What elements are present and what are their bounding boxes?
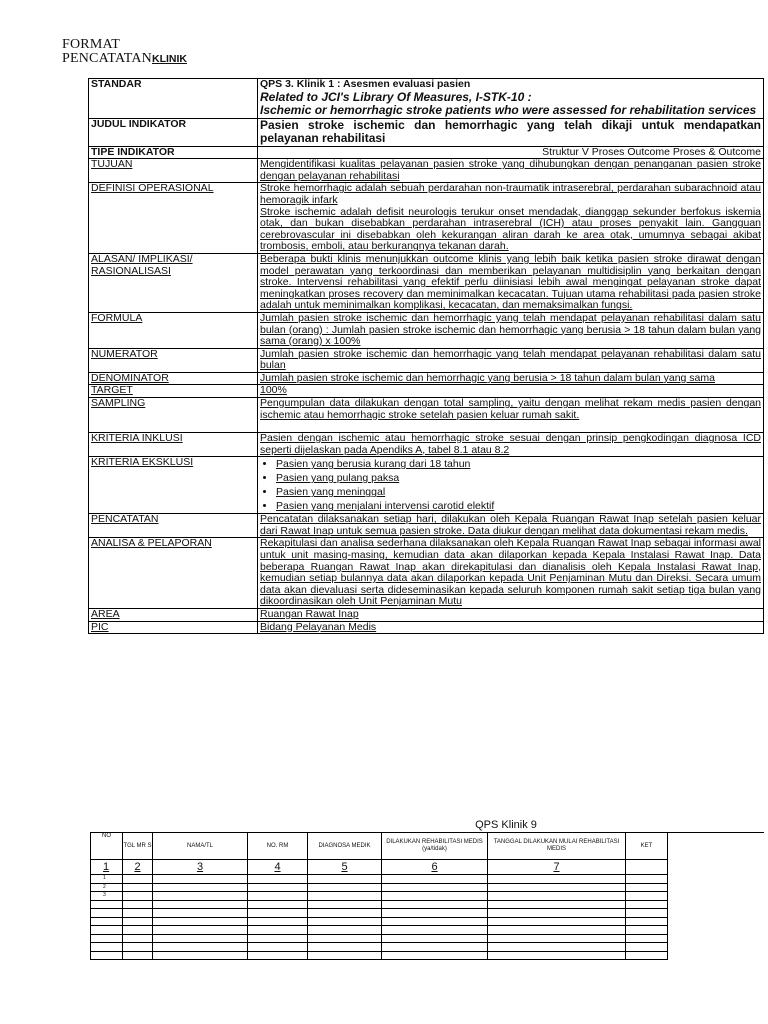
value-analisa: Rekapitulasi dan analisa sederhana dilaksanakan oleh Kepala Ruangan Rawat Inap sebagai informasi awal untuk unit masing-masing, kemudian data akan dilaporkan kepada Kepala Instalasi Rawat Inap. Data beberapa Ruangan Rawat Inap akan direkapitulasi dan dianalisis oleh Kepala Instalasi Rawat Inap, kemudian setiap bulannya data akan dilaporkan kepada Unit Penjaminan Mutu dan Direksi. Secara umum data akan dievaluasi serta dideseminasikan kepada seluruh komponen rumah sakit setiap tiga bulan yang dikoordinasikan oleh Unit Penjaminan Mutu <box>258 538 764 609</box>
table-cell <box>382 934 488 943</box>
table-cell <box>123 875 153 884</box>
row-number-cell: 2 <box>91 883 123 892</box>
table-cell <box>488 892 626 901</box>
row-standar <box>89 79 764 119</box>
table-cell <box>308 926 382 935</box>
header-nama: NAMA/TL <box>153 833 248 860</box>
header-tanggal: TANGGAL DILAKUKAN MULAI REHABILITASI MEDIS <box>488 833 626 860</box>
form-number-row <box>91 860 668 875</box>
label-formula: FORMULA <box>89 312 258 348</box>
value-inklusi: Pasien dengan ischemic atau hemorrhagic stroke sesuai dengan prinsip pengkodingan diagnosa ICD seperti dijelaskan pada Apendiks A, tabel 8.1 atau 8.2 <box>258 433 764 457</box>
table-cell <box>308 917 382 926</box>
table-cell <box>308 909 382 918</box>
table-cell <box>626 909 668 918</box>
table-row <box>91 951 668 960</box>
table-cell <box>248 926 308 935</box>
row-target <box>89 385 764 398</box>
label-sampling: SAMPLING <box>89 398 258 433</box>
value-denominator: Jumlah pasien stroke ischemic dan hemorrhagic yang berusia > 18 tahun dalam bulan yang sama <box>258 372 764 385</box>
label-analisa: ANALISA & PELAPORAN <box>89 538 258 609</box>
label-target: TARGET <box>89 385 258 398</box>
eksklusi-list <box>260 457 761 513</box>
row-sampling <box>89 398 764 433</box>
row-inklusi <box>89 433 764 457</box>
label-judul: JUDUL INDIKATOR <box>89 118 258 146</box>
table-cell <box>153 875 248 884</box>
value-pencatatan: Pencatatan dilaksanakan setiap hari, dilakukan oleh Kepala Ruangan Rawat Inap setelah pasien keluar dari Rawat Inap untuk semua pasien stroke. Data diukur dengan melihat data dokumentasi rekam medis. <box>258 514 764 538</box>
row-analisa <box>89 538 764 609</box>
table-cell <box>248 892 308 901</box>
value-area: Ruangan Rawat Inap <box>258 609 764 622</box>
table-cell <box>153 951 248 960</box>
table-cell <box>626 917 668 926</box>
col-number: 1 <box>91 860 123 875</box>
row-number-cell: 1 <box>91 875 123 884</box>
col-number: 4 <box>248 860 308 875</box>
row-alasan <box>89 253 764 312</box>
table-cell <box>123 934 153 943</box>
header-no: NO <box>91 833 123 860</box>
title-line-1: FORMAT <box>62 37 120 52</box>
row-number-cell <box>91 934 123 943</box>
row-pencatatan <box>89 514 764 538</box>
header-dilakukan: DILAKUKAN REHABILITASI MEDIS (ya/tidak) <box>382 833 488 860</box>
table-row <box>91 943 668 952</box>
row-judul <box>89 118 764 146</box>
col-number: 3 <box>153 860 248 875</box>
table-cell <box>308 900 382 909</box>
table-cell <box>153 943 248 952</box>
table-cell <box>153 917 248 926</box>
row-number-cell <box>91 943 123 952</box>
table-cell <box>626 943 668 952</box>
table-cell <box>488 909 626 918</box>
table-cell <box>248 934 308 943</box>
table-cell <box>382 943 488 952</box>
label-eksklusi: KRITERIA EKSKLUSI <box>89 457 258 514</box>
col-number: 2 <box>123 860 153 875</box>
table-cell <box>382 892 488 901</box>
table-cell <box>123 900 153 909</box>
table-cell <box>248 875 308 884</box>
table-cell <box>488 883 626 892</box>
value-eksklusi <box>258 457 764 514</box>
label-numerator: NUMERATOR <box>89 348 258 372</box>
definisi-ischemic: Stroke ischemic adalah defisit neurologis terukur onset mendadak, dianggap sekunder berfokus iskemia otak, dan bukan disebabkan perdarahan intraserebral (ICH) atau proses penyakit lain. Gangguan cerebrovascular ini disebabkan oleh kekurangan aliran darah ke area otak, umumnya sebagai akibat trombosis, emboli, atau berkurangnya tekanan darah. <box>260 205 761 253</box>
table-row <box>91 909 668 918</box>
standar-line-1: QPS 3. Klinik 1 : Asesmen evaluasi pasien <box>260 78 471 90</box>
table-row <box>91 875 668 884</box>
title-sub: KLINIK <box>152 53 187 65</box>
table-cell <box>153 934 248 943</box>
list-item: • Pasien yang berusia kurang dari 18 tahun <box>276 457 761 471</box>
header-diagnosa: DIAGNOSA MEDIK <box>308 833 382 860</box>
table-cell <box>248 917 308 926</box>
table-cell <box>626 875 668 884</box>
label-pic: PIC <box>89 621 258 634</box>
table-cell <box>123 951 153 960</box>
label-tipe: TIPE INDIKATOR <box>89 146 258 159</box>
table-cell <box>488 875 626 884</box>
table-cell <box>382 909 488 918</box>
table-cell <box>382 900 488 909</box>
list-item: • Pasien yang menjalani intervensi carotid elektif <box>276 499 761 513</box>
col-number <box>626 860 668 875</box>
label-denominator: DENOMINATOR <box>89 372 258 385</box>
table-cell <box>382 926 488 935</box>
table-cell <box>308 934 382 943</box>
table-cell <box>248 900 308 909</box>
table-cell <box>626 883 668 892</box>
row-number-cell <box>91 951 123 960</box>
table-cell <box>123 909 153 918</box>
table-cell <box>248 943 308 952</box>
table-row <box>91 917 668 926</box>
table-cell <box>308 883 382 892</box>
value-sampling: Pengumpulan data dilakukan dengan total sampling, yaitu dengan melihat rekam medis pasien dengan ischemic atau hemorrhagic stroke setelah pasien keluar rumah sakit. <box>258 398 764 433</box>
table-cell <box>248 909 308 918</box>
value-judul: Pasien stroke ischemic dan hemorrhagic yang telah dikaji untuk mendapatkan pelayanan rehabilitasi <box>258 118 764 146</box>
row-definisi <box>89 183 764 254</box>
table-cell <box>123 892 153 901</box>
row-numerator <box>89 348 764 372</box>
value-standar <box>258 79 764 119</box>
list-item: • Pasien yang pulang paksa <box>276 471 761 485</box>
row-number-cell <box>91 926 123 935</box>
standar-line-3: Ischemic or hemorrhagic stroke patients who were assessed for rehabilitation services <box>260 103 757 118</box>
table-row <box>91 892 668 901</box>
table-cell <box>248 883 308 892</box>
table-cell <box>123 926 153 935</box>
col-number: 6 <box>382 860 488 875</box>
col-number: 7 <box>488 860 626 875</box>
value-numerator: Jumlah pasien stroke ischemic dan hemorrhagic yang telah mendapat pelayanan rehabilitasi dalam satu bulan <box>258 348 764 372</box>
header-no-rm: NO. RM <box>248 833 308 860</box>
label-pencatatan: PENCATATAN <box>89 514 258 538</box>
header-ket: KET <box>626 833 668 860</box>
definisi-hemorrhagic: Stroke hemorrhagic adalah sebuah perdarahan non-traumatik intraserebral, perdarahan subarachnoid atau hemoragik infark <box>260 182 761 206</box>
row-eksklusi <box>89 457 764 514</box>
value-pic: Bidang Pelayanan Medis <box>258 621 764 634</box>
table-cell <box>153 926 248 935</box>
table-cell <box>308 875 382 884</box>
row-tujuan <box>89 159 764 183</box>
list-item: • Pasien yang meninggal <box>276 485 761 499</box>
table-cell <box>153 892 248 901</box>
label-alasan: ALASAN/ IMPLIKASI/ RASIONALISASI <box>89 253 258 312</box>
table-cell <box>626 892 668 901</box>
header-tgl: TGL MR S <box>123 833 153 860</box>
form-header-row <box>91 833 668 860</box>
table-row <box>91 926 668 935</box>
table-cell <box>488 943 626 952</box>
indicator-table <box>88 78 764 634</box>
table-cell <box>488 900 626 909</box>
table-cell <box>153 900 248 909</box>
row-pic <box>89 621 764 634</box>
row-tipe <box>89 146 764 159</box>
row-number-cell: 3 <box>91 892 123 901</box>
value-target: 100% <box>258 385 764 398</box>
title-line-2: PENCATATAN <box>62 51 152 66</box>
standar-line-2: Related to JCI's Library Of Measures, I-STK-10 : <box>260 89 532 104</box>
document-title <box>62 38 187 66</box>
table-cell <box>382 917 488 926</box>
label-definisi: DEFINISI OPERASIONAL <box>89 183 258 254</box>
table-cell <box>308 943 382 952</box>
form-title: QPS Klinik 9 <box>248 818 764 833</box>
table-cell <box>248 951 308 960</box>
table-cell <box>488 951 626 960</box>
table-cell <box>308 951 382 960</box>
table-cell <box>626 951 668 960</box>
label-area: AREA <box>89 609 258 622</box>
table-cell <box>153 883 248 892</box>
table-row <box>91 900 668 909</box>
row-formula <box>89 312 764 348</box>
table-cell <box>123 917 153 926</box>
value-formula: Jumlah pasien stroke ischemic dan hemorrhagic yang telah mendapat pelayanan rehabilitasi dalam satu bulan (orang) : Jumlah pasien stroke ischemic dan hemorrhagic yang berusia > 18 tahun dalam bulan yang sama (orang) x 100% <box>258 312 764 348</box>
row-number-cell <box>91 909 123 918</box>
value-definisi <box>258 183 764 254</box>
table-cell <box>123 883 153 892</box>
label-standar: STANDAR <box>89 79 258 119</box>
table-cell <box>153 909 248 918</box>
table-row <box>91 883 668 892</box>
table-cell <box>382 883 488 892</box>
label-tujuan: TUJUAN <box>89 159 258 183</box>
table-cell <box>488 926 626 935</box>
data-entry-form <box>90 832 668 960</box>
table-cell <box>308 892 382 901</box>
row-area <box>89 609 764 622</box>
table-row <box>91 934 668 943</box>
table-cell <box>626 934 668 943</box>
table-cell <box>488 917 626 926</box>
value-tujuan: Mengidentifikasi kualitas pelayanan pasien stroke yang dihubungkan dengan penanganan pasien stroke dengan pelayanan rehabilitasi <box>258 159 764 183</box>
row-number-cell <box>91 917 123 926</box>
table-cell <box>123 943 153 952</box>
table-cell <box>382 875 488 884</box>
col-number: 5 <box>308 860 382 875</box>
label-inklusi: KRITERIA INKLUSI <box>89 433 258 457</box>
table-cell <box>488 934 626 943</box>
value-tipe: Struktur V Proses Outcome Proses & Outcome <box>258 146 764 159</box>
value-alasan: Beberapa bukti klinis menunjukkan outcome klinis yang lebih baik ketika pasien stroke dirawat dengan model perawatan yang terkoordinasi dan memberikan pelayanan multidisiplin yang berkaitan dengan stroke. Intervensi rehabilitasi yang efektif perlu diinisiasi lebih awal mengingat pelayanan stroke dapat meningkatkan proses recovery dan meminimalkan kecacatan. Tujuan utama rehabilitasi pada pasien stroke adalah untuk meminimalkan komplikasi, kecacatan, dan memaksimalkan fungsi. <box>258 253 764 312</box>
table-cell <box>626 900 668 909</box>
table-cell <box>626 926 668 935</box>
row-denominator <box>89 372 764 385</box>
row-number-cell <box>91 900 123 909</box>
table-cell <box>382 951 488 960</box>
